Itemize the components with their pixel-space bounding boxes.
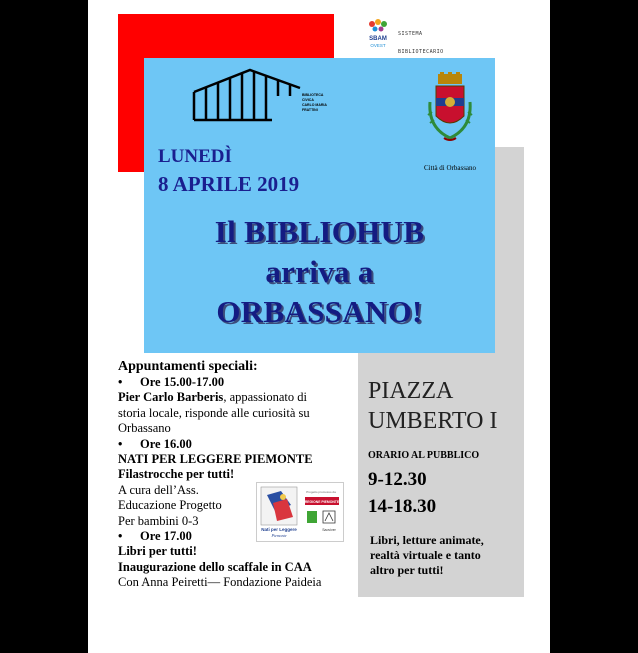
program-line: Libri per tutti! [118,544,197,559]
sbam-logo-text: SBAM [369,36,387,42]
program-time [118,437,348,452]
headline-line: ORBASSANO! [216,294,423,329]
program-line: Educazione Progetto [118,498,222,513]
event-headline [144,212,495,332]
tagline-line: altro per tutti! [370,563,444,577]
program-line: Inaugurazione dello scaffale in CAA [118,559,312,574]
tagline-line: Libri, letture animate, [370,533,484,547]
nati-sub: Piemonte [271,533,287,538]
sbam-line: BIBLIOTECARIO [398,49,444,55]
library-name-line: CIVICA [302,98,314,102]
program-title: Appuntamenti speciali: [118,359,258,374]
program-section [118,358,348,591]
event-date: 8 APRILE 2019 [158,172,300,196]
program-line: storia locale, risponde alle curiosità su [118,405,310,420]
bullet-icon: • [118,436,123,451]
library-name-line: FRATTINI [302,108,318,112]
sbam-line: SISTEMA [398,31,423,37]
tagline [370,533,520,578]
venue-line: UMBERTO I [368,408,498,434]
program-line: Orbassano [118,421,171,436]
tagline-line: realtà virtuale e tanto [370,548,481,562]
program-text: , appassionato di [223,390,307,405]
bullet-icon: • [118,529,123,544]
library-name-line: BIBLIOTECA [302,93,324,97]
sbam-logo-block [364,18,474,55]
program-line: Filastrocche per tutti! [118,467,235,482]
library-name [302,93,327,113]
flyer-page [88,0,550,653]
program-time-text: Ore 17.00 [140,529,192,544]
bullet-icon: • [118,375,123,389]
venue-line: PIAZZA [368,378,454,404]
city-label: Città di Orbassano [423,164,477,172]
program-line: A cura dell’Ass. [118,482,199,497]
speaker-name: Pier Carlo Barberis [118,390,224,405]
coat-of-arms-icon [426,72,474,154]
sbam-logo-icon [364,18,392,48]
headline-line: arriva a [265,254,374,289]
venue-name [368,376,497,436]
nati-caption: Nati per Leggere [261,527,297,532]
headline-line: Il BIBLIOHUB [214,214,425,249]
nati-per-leggere-logo [256,482,344,542]
sbam-logo-sub: OVEST [370,43,386,48]
program-line: Per bambini 0-3 [118,513,199,528]
program-line: NATI PER LEGGERE PIEMONTE [118,452,313,467]
program-time-text: Ore 16.00 [140,436,192,451]
hours-title: ORARIO AL PUBBLICO [368,450,480,461]
program-line: Con Anna Peiretti— Fondazione Paideia [118,575,322,590]
event-day: LUNEDÌ [158,146,232,167]
program-time-text: Ore 15.00-17.00 [140,375,225,389]
hours-slot: 9-12.30 [368,469,427,490]
opening-hours [368,466,436,520]
library-building-icon [192,66,310,122]
program-time [118,375,348,390]
nati-region: REGIONE PIEMONTE [304,500,340,504]
nati-partner: Saoviver [322,528,336,532]
program-line [118,390,348,405]
nati-promoted: Progetto promosso da [306,490,336,494]
hours-slot: 14-18.30 [368,496,437,517]
library-name-line: CARLO MARIA [302,103,327,107]
